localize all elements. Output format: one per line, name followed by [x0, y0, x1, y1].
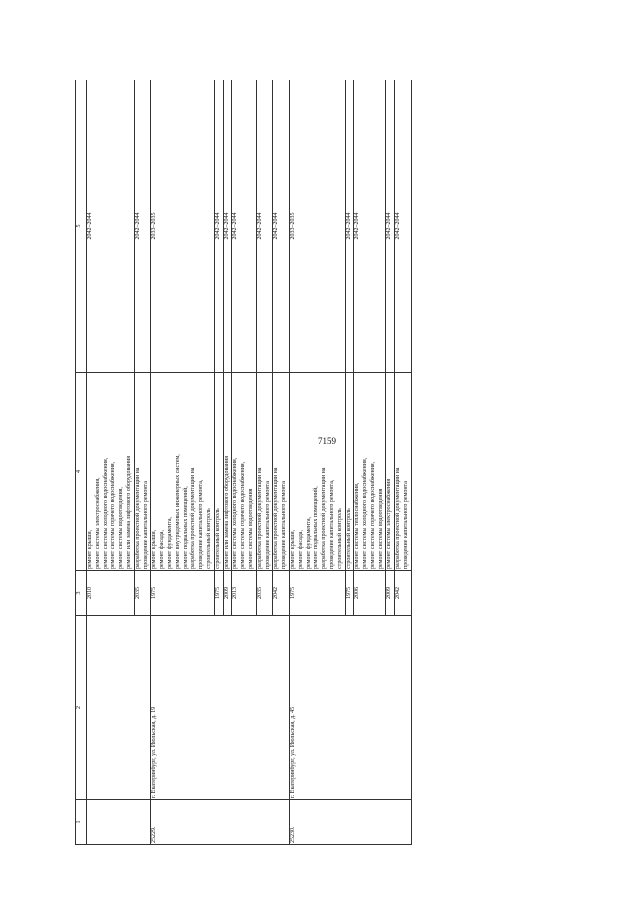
year-cell: 2009 — [386, 571, 395, 616]
header-cell: 2 — [76, 616, 87, 800]
period-cell: 2042–2044 — [273, 80, 290, 373]
period-cell: 2042–2044 — [354, 80, 386, 373]
year-cell: 2006 — [354, 571, 386, 616]
work-item: разработка проектной документации на — [273, 467, 280, 569]
year-cell: 2042 — [395, 571, 412, 616]
work-item: ремонт системы электроснабжения, — [94, 477, 101, 569]
work-item: ремонт подвальных помещений, — [313, 486, 320, 569]
work-item: ремонт системы холодного водоснабжения, — [232, 457, 239, 569]
year-cell: 1975 — [289, 571, 345, 616]
record-number-cell: 25230. — [289, 800, 411, 845]
work-item: ремонт системы холодного водоснабжения, — [102, 457, 109, 569]
period-cell: 2042–2044 — [256, 80, 273, 373]
address-cell: г. Екатеринбург, ул. Июльская, д. 19 — [151, 616, 290, 800]
work-item: ремонт фасада, — [297, 530, 304, 569]
table-row — [87, 80, 135, 845]
year-cell: 1975 — [151, 571, 214, 616]
work-item: ремонт системы водоотведения, — [118, 487, 125, 569]
work-item: ремонт или замена лифтового оборудования — [125, 455, 132, 569]
work-item: ремонт или замена лифтового оборудования — [223, 455, 230, 569]
period-cell: 2042–2044 — [134, 80, 151, 373]
period-cell: 2042–2044 — [232, 80, 256, 373]
work-item: ремонт системы холодного водоснабжения, — [362, 457, 369, 569]
header-row — [76, 80, 87, 845]
work-item: ремонт системы горячего водоснабжения, — [369, 461, 376, 569]
work-item: ремонт крыши, — [151, 529, 158, 569]
work-type-cell — [354, 373, 386, 571]
work-type-cell — [289, 373, 345, 571]
work-item: разработка проектной документации на — [256, 467, 263, 569]
period-cell: 2042–2044 — [345, 80, 354, 373]
record-number-cell — [87, 800, 151, 845]
year-cell: 2013 — [232, 571, 256, 616]
document-page — [75, 80, 567, 845]
work-item: разработка проектной документации на — [134, 467, 141, 569]
work-item: ремонт крыши, — [289, 529, 296, 569]
work-type-cell — [223, 373, 232, 571]
year-cell: 1975 — [345, 571, 354, 616]
year-cell: 2042 — [273, 571, 290, 616]
work-item: ремонт системы электроснабжения — [386, 478, 393, 569]
work-item: ремонт системы горячего водоснабжения, — [110, 461, 117, 569]
year-cell: 2035 — [256, 571, 273, 616]
work-type-cell — [345, 373, 354, 571]
work-item: ремонт системы теплоснабжения, — [354, 482, 361, 569]
page-number: 7159 — [318, 436, 336, 446]
work-item: строительный контроль — [205, 508, 212, 569]
work-item: ремонт подвальных помещений, — [182, 486, 189, 569]
work-item: проведение капитального ремонта — [264, 481, 271, 569]
record-number-cell: 25229. — [151, 800, 290, 845]
work-item: проведение капитального ремонта, — [328, 479, 335, 569]
work-item: строительный контроль — [345, 508, 352, 569]
table-row — [289, 80, 345, 845]
header-cell: 5 — [76, 80, 87, 373]
period-cell: 2033–2035 — [151, 80, 214, 373]
work-type-cell — [395, 373, 412, 571]
work-item: ремонт фасада, — [159, 530, 166, 569]
work-item: ремонт внутридомовых инженерных систем, — [174, 454, 181, 569]
period-cell: 2042–2044 — [395, 80, 412, 373]
table-row — [151, 80, 214, 845]
address-cell: г. Екатеринбург, ул. Июльская, д. 45 — [289, 616, 411, 800]
period-cell: 2042–2044 — [223, 80, 232, 373]
work-type-cell — [151, 373, 214, 571]
work-type-cell — [256, 373, 273, 571]
work-type-cell — [386, 373, 395, 571]
work-type-cell — [214, 373, 223, 571]
work-item: ремонт системы водоотведения — [377, 488, 384, 569]
repair-schedule-table — [75, 80, 412, 845]
work-type-cell — [87, 373, 135, 571]
year-cell: 2035 — [134, 571, 151, 616]
work-item: разработка проектной документации на — [395, 467, 402, 569]
work-item: проведение капитального ремонта, — [198, 479, 205, 569]
work-item: ремонт фундамента, — [305, 517, 312, 569]
work-item: разработка проектной документации на — [190, 467, 197, 569]
rotated-table-container — [75, 80, 567, 845]
work-item: строительный контроль — [336, 508, 343, 569]
header-cell: 1 — [76, 800, 87, 845]
work-item: ремонт крыши, — [87, 529, 93, 569]
period-cell: 2042–2044 — [87, 80, 135, 373]
work-item: ремонт фундамента, — [166, 517, 173, 569]
period-cell: 2042–2044 — [214, 80, 223, 373]
table-body — [87, 80, 412, 845]
work-type-cell — [134, 373, 151, 571]
period-cell: 2042–2044 — [386, 80, 395, 373]
work-type-cell — [273, 373, 290, 571]
year-cell: 2010 — [87, 571, 135, 616]
work-item: ремонт системы горячего водоснабжения, — [240, 461, 247, 569]
year-cell: 1975 — [214, 571, 223, 616]
work-item: разработка проектной документации на — [321, 467, 328, 569]
work-item: проведение капитального ремонта — [403, 481, 410, 569]
header-cell: 4 — [76, 373, 87, 571]
work-item: проведение капитального ремонта — [142, 481, 149, 569]
work-item: проведение капитального ремонта — [281, 481, 288, 569]
address-cell — [87, 616, 151, 800]
header-cell: 3 — [76, 571, 87, 616]
period-cell: 2033–2035 — [289, 80, 345, 373]
work-type-cell — [232, 373, 256, 571]
year-cell: 2009 — [223, 571, 232, 616]
work-item: строительный контроль — [214, 508, 221, 569]
work-item: ремонт системы водоотведения — [247, 488, 254, 569]
